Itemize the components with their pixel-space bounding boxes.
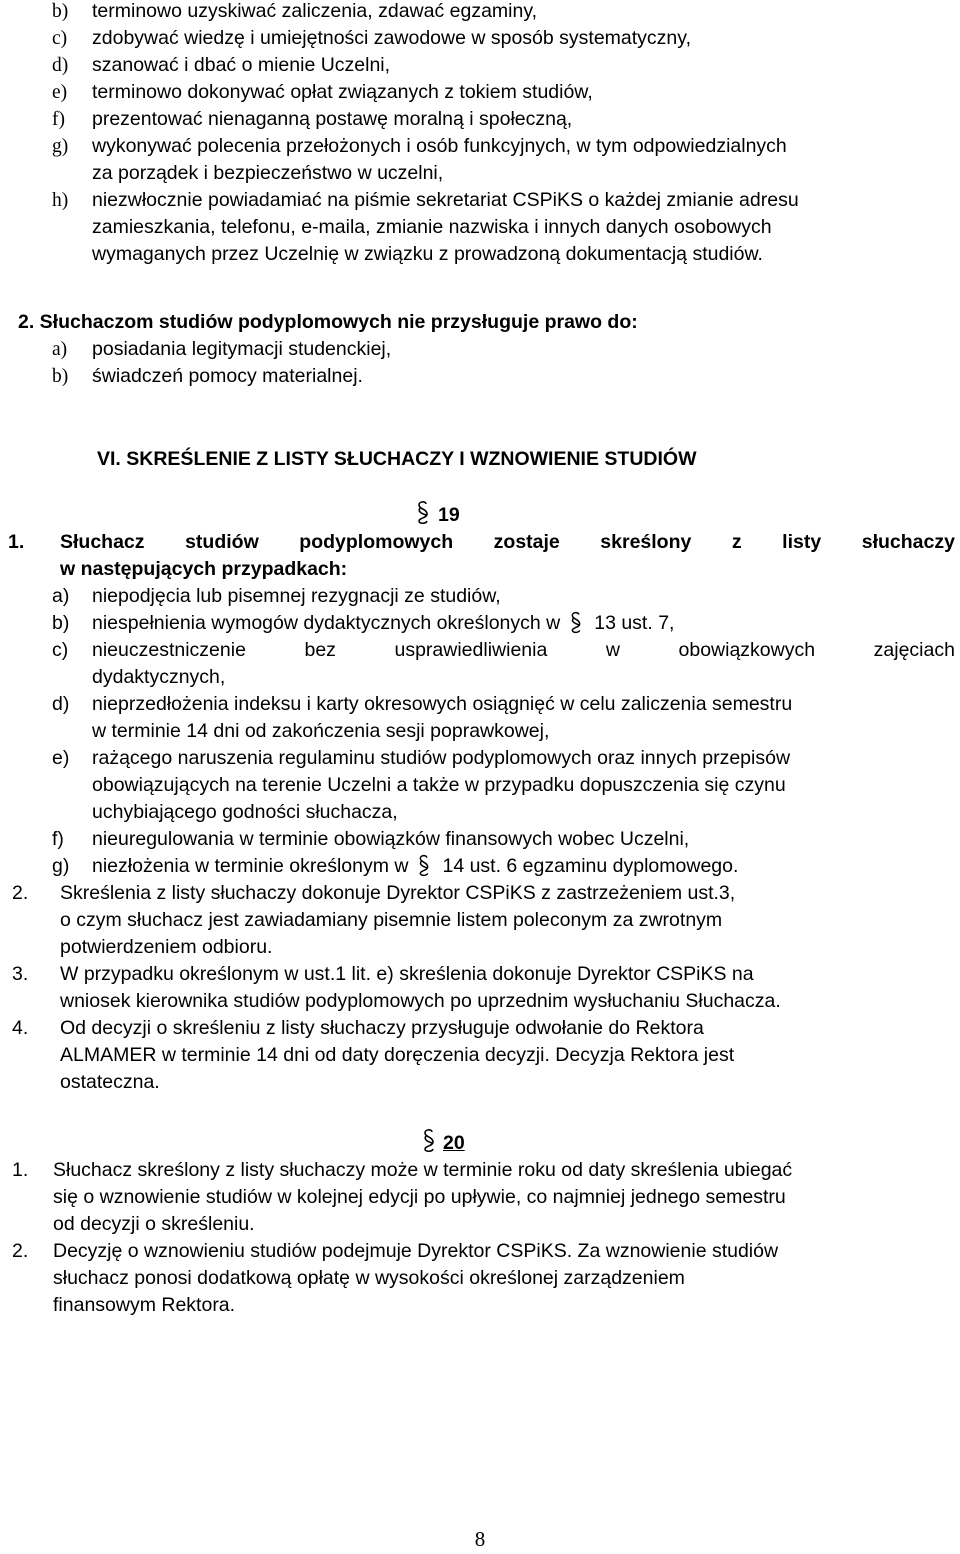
par19-point-3-line-2: wniosek kierownika studiów podyplomowych po uprzednim wysłuchaniu Słuchacza. <box>60 990 781 1012</box>
par19-point-2-number: 2. <box>12 882 29 904</box>
case-d: d) nieprzedłożenia indeksu i karty okresowych osiągnięć w celu zaliczenia semestru <box>52 693 793 715</box>
case-c-cont: dydaktycznych, <box>92 666 226 688</box>
paragraph-20-number: 20 <box>443 1132 465 1154</box>
par19-point-2-line-3: potwierdzeniem odbioru. <box>60 936 273 958</box>
list-item-h-cont-1: zamieszkania, telefonu, e-maila, zmianie nazwiska i innych danych osobowych <box>92 216 772 238</box>
section-sign-icon <box>408 853 442 880</box>
par19-point-4-line-3: ostateczna. <box>60 1071 160 1093</box>
list-item-g-cont: za porządek i bezpieczeństwo w uczelni, <box>92 162 444 184</box>
case-e-cont-1: obowiązujących na terenie Uczelni a także w przypadku dopuszczenia się czynu <box>92 774 786 796</box>
section-sign-icon <box>421 1127 437 1153</box>
par19-point-2-line-1: Skreślenia z listy słuchaczy dokonuje Dyrektor CSPiKS z zastrzeżeniem ust.3, <box>60 882 736 904</box>
par20-point-1-line-2: się o wznowienie studiów w kolejnej edycji po upływie, co najmniej jednego semestru <box>53 1186 786 1208</box>
par19-point-4-line-2: ALMAMER w terminie 14 dni od daty doręczenia decyzji. Decyzja Rektora jest <box>60 1044 735 1066</box>
list-item-e: e) terminowo dokonywać opłat związanych z tokiem studiów, <box>52 81 593 103</box>
par19-point-1-line-1: Słuchacz studiów podyplomowych zostaje skreślony z listy słuchaczy <box>60 531 955 553</box>
case-b: b) niespełnienia wymogów dydaktycznych określonych w 13 ust. 7, <box>52 610 674 637</box>
list-item-c: c) zdobywać wiedzę i umiejętności zawodowe w sposób systematyczny, <box>52 27 691 49</box>
case-e: e) rażącego naruszenia regulaminu studiów podyplomowych oraz innych przepisów <box>52 747 791 769</box>
par19-point-3-number: 3. <box>12 963 29 985</box>
par20-point-2-line-3: finansowym Rektora. <box>53 1294 236 1316</box>
point-2-item-a: a) posiadania legitymacji studenckiej, <box>52 338 392 360</box>
par19-point-3-line-1: W przypadku określonym w ust.1 lit. e) skreślenia dokonuje Dyrektor CSPiKS na <box>60 963 754 985</box>
section-sign-icon <box>560 610 594 637</box>
par20-point-1-line-3: od decyzji o skreśleniu. <box>53 1213 255 1235</box>
list-item-h: h) niezwłocznie powiadamiać na piśmie sekretariat CSPiKS o każdej zmianie adresu <box>52 189 799 211</box>
paragraph-19-number: 19 <box>438 504 460 526</box>
list-item-b: b) terminowo uzyskiwać zaliczenia, zdawać egzaminy, <box>52 0 538 22</box>
section-title: VI. SKREŚLENIE Z LISTY SŁUCHACZY I WZNOWIENIE STUDIÓW <box>97 448 697 470</box>
case-a: a) niepodjęcia lub pisemnej rezygnacji ze studiów, <box>52 585 501 607</box>
list-item-d: d) szanować i dbać o mienie Uczelni, <box>52 54 391 76</box>
case-g: g) niezłożenia w terminie określonym w 14 ust. 6 egzaminu dyplomowego. <box>52 853 738 880</box>
par19-point-4-number: 4. <box>12 1017 29 1039</box>
section-sign-icon <box>415 499 431 525</box>
list-item-f: f) prezentować nienaganną postawę moralną i społeczną, <box>52 108 573 130</box>
case-f: f) nieuregulowania w terminie obowiązków finansowych wobec Uczelni, <box>52 828 690 850</box>
par19-point-2-line-2: o czym słuchacz jest zawiadamiany pisemnie listem poleconym za zwrotnym <box>60 909 723 931</box>
par19-point-4-line-1: Od decyzji o skreśleniu z listy słuchaczy przysługuje odwołanie do Rektora <box>60 1017 704 1039</box>
list-item-g: g) wykonywać polecenia przełożonych i osób funkcyjnych, w tym odpowiedzialnych <box>52 135 787 157</box>
case-d-cont: w terminie 14 dni od zakończenia sesji poprawkowej, <box>92 720 550 742</box>
list-item-h-cont-2: wymaganych przez Uczelnię w związku z prowadzoną dokumentacją studiów. <box>92 243 763 265</box>
point-2-heading: 2. Słuchaczom studiów podyplomowych nie przysługuje prawo do: <box>18 311 638 333</box>
par20-point-2-number: 2. <box>12 1240 29 1262</box>
par20-point-1-line-1: Słuchacz skreślony z listy słuchaczy może w terminie roku od daty skreślenia ubiegać <box>53 1159 793 1181</box>
par20-point-1-number: 1. <box>12 1159 29 1181</box>
point-2-item-b: b) świadczeń pomocy materialnej. <box>52 365 363 387</box>
page-number: 8 <box>474 1527 486 1551</box>
par19-point-1-number: 1. <box>8 531 25 553</box>
par19-point-1-line-2: w następujących przypadkach: <box>60 558 348 580</box>
par20-point-2-line-1: Decyzję o wznowieniu studiów podejmuje Dyrektor CSPiKS. Za wznowienie studiów <box>53 1240 779 1262</box>
case-e-cont-2: uchybiającego godności słuchacza, <box>92 801 398 823</box>
par20-point-2-line-2: słuchacz ponosi dodatkową opłatę w wysokości określonej zarządzeniem <box>53 1267 685 1289</box>
case-c: c) nieuczestniczenie bez usprawiedliwienia w obowiązkowych zajęciach <box>52 639 955 661</box>
